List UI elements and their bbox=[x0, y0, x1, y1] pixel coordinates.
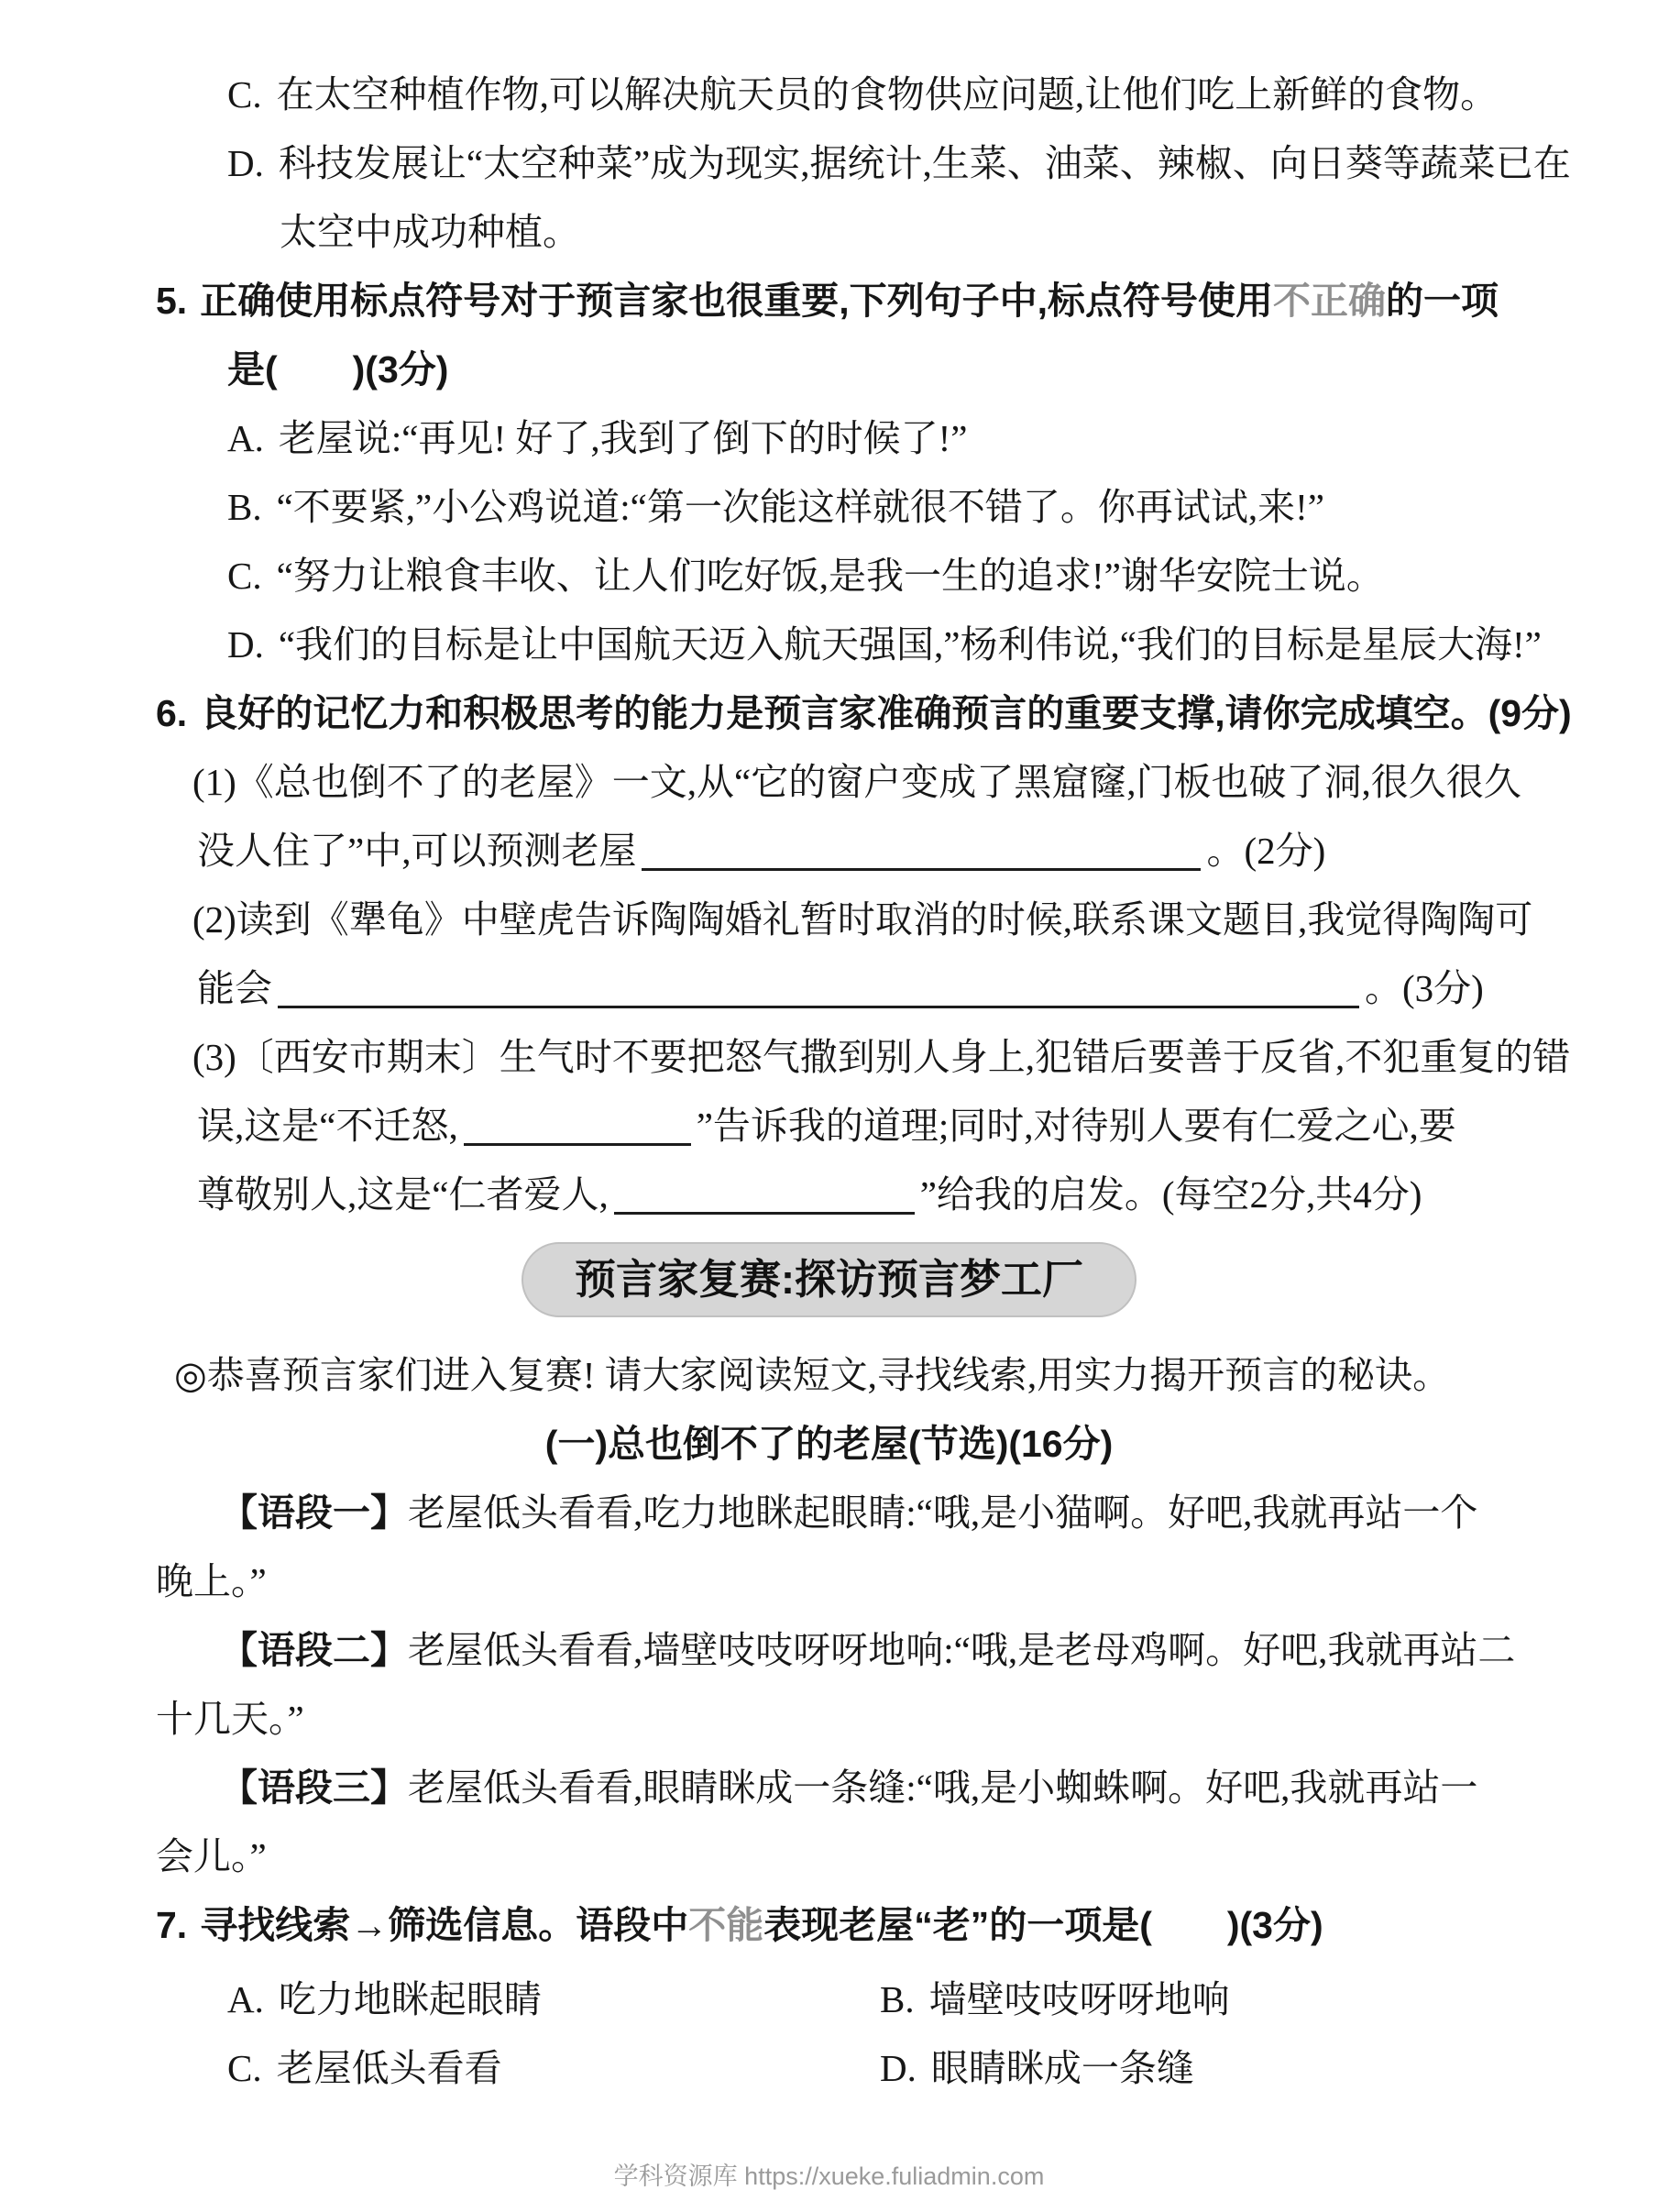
q6-part1-line2 bbox=[0, 817, 1658, 886]
q5-option-d bbox=[0, 611, 1658, 679]
q6-part1-answer-blank bbox=[642, 822, 1201, 871]
q6-part3-answer-blank-2 bbox=[614, 1166, 915, 1215]
q6-part3-text3: ”告诉我的道理;同时,对待别人要有仁爱之心,要 bbox=[696, 1105, 1456, 1147]
q7-option-a-label: A. bbox=[227, 1978, 264, 2020]
q6-part2-line1 bbox=[0, 886, 1658, 954]
q4-option-d-text-line2: 太空中成功种植。 bbox=[280, 211, 580, 253]
q5-number: 5. bbox=[156, 280, 188, 322]
q6-part1-line1 bbox=[0, 748, 1658, 817]
q7-stem-before: 寻找线索→筛选信息。语段中 bbox=[200, 1904, 689, 1946]
q6-part2-score: 。(3分) bbox=[1365, 967, 1484, 1009]
q7-option-d-text: 眼睛眯成一条缝 bbox=[930, 2047, 1194, 2089]
passage-2-line1 bbox=[0, 1616, 1658, 1685]
q7-number: 7. bbox=[156, 1904, 188, 1946]
passage-1-label: 【语段一】 bbox=[220, 1491, 408, 1534]
passage-2-line2 bbox=[0, 1685, 1658, 1754]
q6-part2-text2: 能会 bbox=[197, 967, 272, 1009]
reading-heading-text: (一)总也倒不了的老屋(节选)(16分) bbox=[544, 1423, 1114, 1465]
q6-part3-score: ”给我的启发。(每空2分,共4分) bbox=[919, 1173, 1422, 1216]
q5-stem-before: 正确使用标点符号对于预言家也很重要,下列句子中,标点符号使用 bbox=[200, 280, 1273, 322]
q6-part3-line3 bbox=[0, 1161, 1658, 1229]
q7-option-c-text: 老屋低头看看 bbox=[276, 2047, 502, 2089]
section-intro-text: ◎恭喜预言家们进入复赛! 请大家阅读短文,寻找线索,用实力揭开预言的秘诀。 bbox=[174, 1354, 1451, 1396]
q6-part1-score: 。(2分) bbox=[1206, 830, 1326, 872]
q7-option-b-text: 墙壁吱吱呀呀地响 bbox=[928, 1978, 1230, 2020]
q5-option-a bbox=[0, 404, 1658, 473]
q5-option-b bbox=[0, 473, 1658, 542]
q7-option-b bbox=[880, 1965, 1230, 2034]
q7-stem-emphasis: 不能 bbox=[688, 1904, 764, 1946]
q4-option-c-label: C. bbox=[227, 73, 262, 116]
q6-part2-text1: (2)读到《犟龟》中壁虎告诉陶陶婚礼暂时取消的时候,联系课文题目,我觉得陶陶可 bbox=[192, 898, 1533, 941]
q5-option-a-text: 老屋说:“再见! 好了,我到了倒下的时候了!” bbox=[278, 417, 968, 459]
q7-option-b-label: B. bbox=[880, 1978, 915, 2020]
q4-option-d bbox=[0, 129, 1658, 198]
q4-option-c-text: 在太空种植作物,可以解决航天员的食物供应问题,让他们吃上新鲜的食物。 bbox=[276, 73, 1499, 116]
passage-1-line2 bbox=[0, 1547, 1658, 1616]
q7-option-d-label: D. bbox=[880, 2047, 917, 2089]
passage-3-line1 bbox=[0, 1754, 1658, 1822]
q6-part3-text4: 尊敬别人,这是“仁者爱人, bbox=[197, 1173, 609, 1216]
section-banner: 预言家复赛:探访预言梦工厂 bbox=[522, 1242, 1136, 1317]
footer-watermark-text: 学科资源库 https://xueke.fuliadmin.com bbox=[613, 2162, 1045, 2190]
q4-option-d-label: D. bbox=[227, 142, 264, 184]
passage-3-text2: 会儿。” bbox=[156, 1835, 267, 1877]
passage-1-line1 bbox=[0, 1479, 1658, 1547]
q5-stem-after: 的一项 bbox=[1385, 280, 1499, 322]
q7-option-c bbox=[227, 2034, 880, 2103]
q5-option-c-text: “努力让粮食丰收、让人们吃好饭,是我一生的追求!”谢华安院士说。 bbox=[276, 555, 1384, 597]
q5-option-d-label: D. bbox=[227, 623, 264, 666]
q6-part2-answer-blank bbox=[278, 960, 1359, 1008]
q7-stem bbox=[0, 1891, 1658, 1960]
q6-number: 6. bbox=[156, 692, 188, 734]
q5-option-b-text: “不要紧,”小公鸡说道:“第一次能这样就很不错了。你再试试,来!” bbox=[276, 486, 1324, 528]
q6-part3-text2: 误,这是“不迁怒, bbox=[197, 1105, 458, 1147]
q6-stem-text: 良好的记忆力和积极思考的能力是预言家准确预言的重要支撑,请你完成填空。(9分) bbox=[200, 692, 1572, 734]
q5-stem bbox=[0, 267, 1658, 336]
q5-option-a-label: A. bbox=[227, 417, 264, 459]
reading-heading bbox=[0, 1410, 1658, 1479]
q7-stem-after: 表现老屋“老”的一项是( )(3分) bbox=[763, 1904, 1323, 1946]
passage-2-text2: 十几天。” bbox=[156, 1698, 304, 1740]
section-banner-row bbox=[0, 1242, 1658, 1341]
footer-watermark bbox=[0, 2158, 1658, 2195]
q7-options-row1 bbox=[0, 1965, 1658, 2034]
q6-part3-answer-blank-1 bbox=[464, 1097, 691, 1146]
q7-option-a bbox=[227, 1965, 880, 2034]
q6-stem bbox=[0, 679, 1658, 748]
passage-2-label: 【语段二】 bbox=[220, 1629, 408, 1671]
q7-options-row2 bbox=[0, 2034, 1658, 2103]
passage-3-label: 【语段三】 bbox=[220, 1766, 408, 1809]
q4-option-c bbox=[0, 61, 1658, 129]
q4-option-d-text-line1: 科技发展让“太空种菜”成为现实,据统计,生菜、油菜、辣椒、向日葵等蔬菜已在 bbox=[278, 142, 1571, 184]
q5-option-c-label: C. bbox=[227, 555, 262, 597]
q5-option-d-text: “我们的目标是让中国航天迈入航天强国,”杨利伟说,“我们的目标是星辰大海!” bbox=[278, 623, 1542, 666]
passage-3-line2 bbox=[0, 1822, 1658, 1891]
q6-part3-line2 bbox=[0, 1092, 1658, 1161]
passage-1-text2: 晚上。” bbox=[156, 1560, 267, 1602]
q6-part3-line1 bbox=[0, 1023, 1658, 1092]
q4-option-d-continuation bbox=[0, 198, 1658, 267]
q5-option-c bbox=[0, 542, 1658, 611]
q5-option-b-label: B. bbox=[227, 486, 262, 528]
q5-stem-line2: 是( )(3分) bbox=[227, 348, 449, 391]
q6-part3-text1: (3)〔西安市期末〕生气时不要把怒气撒到别人身上,犯错后要善于反省,不犯重复的错 bbox=[192, 1036, 1571, 1078]
q7-option-a-text: 吃力地眯起眼睛 bbox=[278, 1978, 542, 2020]
q6-part1-text1: (1)《总也倒不了的老屋》一文,从“它的窗户变成了黑窟窿,门板也破了洞,很久很久 bbox=[192, 761, 1521, 803]
section-intro bbox=[0, 1341, 1658, 1410]
q6-part2-line2 bbox=[0, 954, 1658, 1023]
passage-1-text1: 老屋低头看看,吃力地眯起眼睛:“哦,是小猫啊。好吧,我就再站一个 bbox=[408, 1491, 1478, 1534]
q7-option-c-label: C. bbox=[227, 2047, 262, 2089]
q5-stem-continuation bbox=[0, 336, 1658, 404]
q6-part1-text2: 没人住了”中,可以预测老屋 bbox=[197, 830, 637, 872]
q7-option-d bbox=[880, 2034, 1194, 2103]
passage-3-text1: 老屋低头看看,眼睛眯成一条缝:“哦,是小蜘蛛啊。好吧,我就再站一 bbox=[408, 1766, 1478, 1809]
passage-2-text1: 老屋低头看看,墙壁吱吱呀呀地响:“哦,是老母鸡啊。好吧,我就再站二 bbox=[408, 1629, 1516, 1671]
q5-stem-emphasis: 不正确 bbox=[1272, 280, 1386, 322]
